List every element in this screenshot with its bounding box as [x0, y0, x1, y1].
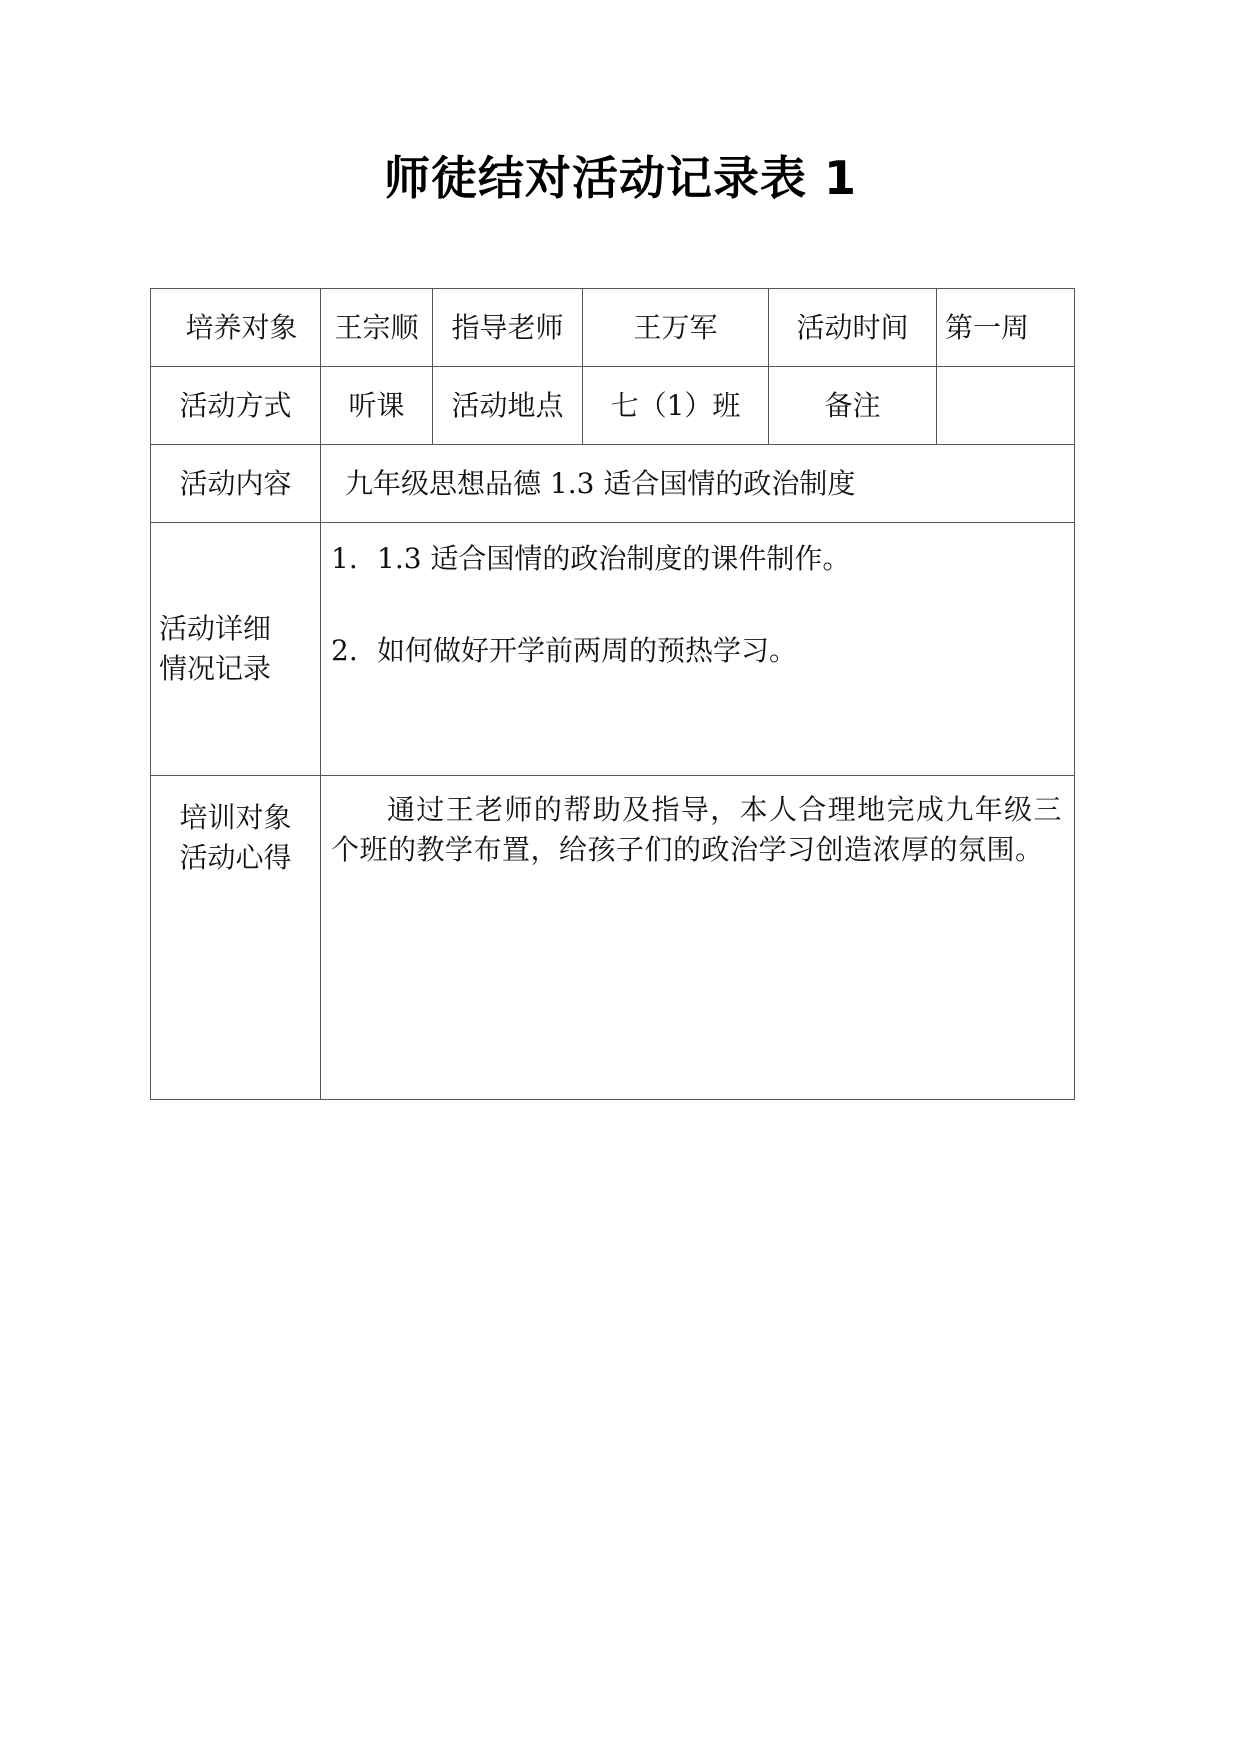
table-row [151, 367, 1075, 445]
method-value: 听课 [321, 367, 433, 445]
details-label-line1: 活动详细 [159, 612, 272, 645]
details-label [151, 523, 321, 776]
trainee-value: 王宗顺 [321, 289, 433, 367]
table-row [151, 523, 1075, 776]
content-label: 活动内容 [151, 445, 321, 523]
reflection-label-line1: 培训对象 [179, 801, 292, 834]
reflection-label-line2: 活动心得 [179, 841, 292, 874]
remark-label: 备注 [769, 367, 937, 445]
list-item-number: 2. [331, 634, 358, 667]
location-label: 活动地点 [433, 367, 583, 445]
trainee-label: 培养对象 [151, 289, 321, 367]
time-label: 活动时间 [769, 289, 937, 367]
list-item [331, 535, 1064, 583]
mentor-value: 王万军 [583, 289, 769, 367]
list-item [331, 627, 1064, 675]
page-title: 师徒结对活动记录表 1 [383, 151, 858, 205]
activity-record-table [150, 288, 1075, 1100]
remark-value [937, 367, 1075, 445]
details-label-line2: 情况记录 [159, 652, 272, 685]
list-item-number: 1. [331, 542, 358, 575]
details-list [321, 523, 1075, 776]
mentor-label: 指导老师 [433, 289, 583, 367]
reflection-label [151, 776, 321, 1100]
list-item-text: 如何做好开学前两周的预热学习。 [377, 634, 798, 667]
method-label: 活动方式 [151, 367, 321, 445]
table-row [151, 445, 1075, 523]
list-item-text: 1.3 适合国情的政治制度的课件制作。 [377, 542, 851, 575]
content-value: 九年级思想品德 1.3 适合国情的政治制度 [321, 445, 1075, 523]
table-row [151, 776, 1075, 1100]
table-row [151, 289, 1075, 367]
reflection-text: 通过王老师的帮助及指导，本人合理地完成九年级三个班的教学布置，给孩子们的政治学习创造浓厚的氛围。 [321, 776, 1075, 1100]
time-value: 第一周 [937, 289, 1075, 367]
location-value: 七（1）班 [583, 367, 769, 445]
